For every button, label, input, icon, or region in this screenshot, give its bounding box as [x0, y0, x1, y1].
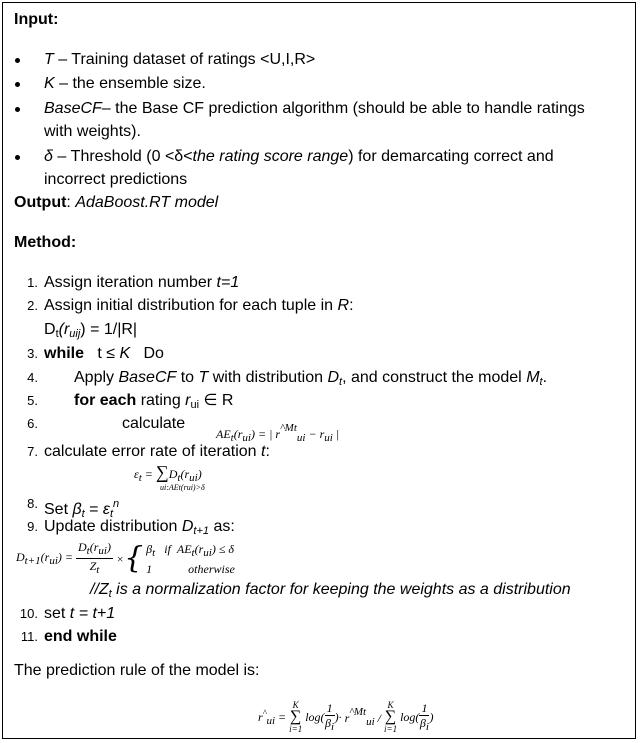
step-number: 7.: [27, 444, 38, 459]
input-item-training: T – Training dataset of ratings <U,I,R>: [44, 51, 316, 68]
bullet-icon: [15, 107, 20, 112]
step-10: set t = t+1: [44, 605, 116, 622]
step-7-sum-subscript: ui:AEt(rui)>δ: [160, 483, 205, 492]
step-number: 9.: [27, 519, 38, 534]
step-7: calculate error rate of iteration t:: [44, 443, 270, 460]
input-header: Input:: [14, 11, 59, 28]
step-1: Assign iteration number t=1: [44, 274, 240, 291]
bullet-icon: [15, 58, 20, 63]
step-7-equation: εt = ∑Dt(rui): [134, 462, 202, 484]
step-6: calculate: [122, 415, 186, 432]
method-header: Method:: [14, 234, 77, 251]
input-item-basecf-cont: with weights).: [44, 123, 141, 140]
input-item-basecf: BaseCF– the Base CF prediction algorithm (should be able to handle ratings: [44, 100, 585, 117]
step-9-equation: Dt+1(rui) = $\frac{\text{Dt(rui)}}{Zt}$ ×{ βt if AEt(rui) ≤ δ 1 otherwise: [16, 540, 235, 576]
step-11: end while: [44, 628, 117, 645]
step-number: 4.: [27, 370, 38, 385]
step-2-formula: $D_t(r_{uij}) = 1/|R|$: [44, 321, 138, 340]
step-number: 1.: [27, 275, 38, 290]
bullet-icon: [15, 155, 20, 160]
step-number: 2.: [27, 298, 38, 313]
step-number: 3.: [27, 346, 38, 361]
step-9-comment: $//Z_t$ is a normalization factor for keeping the weights as a distribution: [90, 581, 571, 600]
input-item-threshold: δ – Threshold (0 <δ<the rating score range) for demarcating correct and: [44, 148, 554, 165]
step-2: Assign initial distribution for each tuple in R:: [44, 297, 354, 314]
prediction-equation: r^ui = K ∑ i=1 log( $\frac{1}{\beta i}$ )· r^Mtui / K ∑ i=1 log( $\frac{1}{\beta i}$ ): [258, 700, 434, 734]
input-item-ensemble: K – the ensemble size.: [44, 75, 206, 92]
input-item-threshold-cont: incorrect predictions: [44, 171, 188, 188]
step-number: 6.: [27, 416, 38, 431]
step-9: Update distribution $D_{t+1}$ as:: [44, 518, 235, 537]
bullet-icon: [15, 82, 20, 87]
step-number: 8.: [27, 496, 38, 511]
step-3: while t ≤ K Do: [44, 345, 164, 362]
step-6-equation: AEt(rui) = | r^Mtui − rui |: [216, 422, 340, 444]
step-number: 10.: [19, 606, 38, 621]
prediction-rule-text: The prediction rule of the model is:: [14, 662, 260, 679]
step-8: Set $\beta_t = \varepsilon_t^n$: [44, 498, 120, 520]
step-4: Apply BaseCF to T with distribution $D_t$, and construct the model $M_t$.: [74, 369, 548, 388]
output-line: Output: AdaBoost.RT model: [14, 194, 219, 211]
step-5: for each rating $r_{ui}$ ∈ R: [74, 392, 234, 411]
step-number: 5.: [27, 393, 38, 408]
step-number: 11.: [20, 629, 38, 644]
